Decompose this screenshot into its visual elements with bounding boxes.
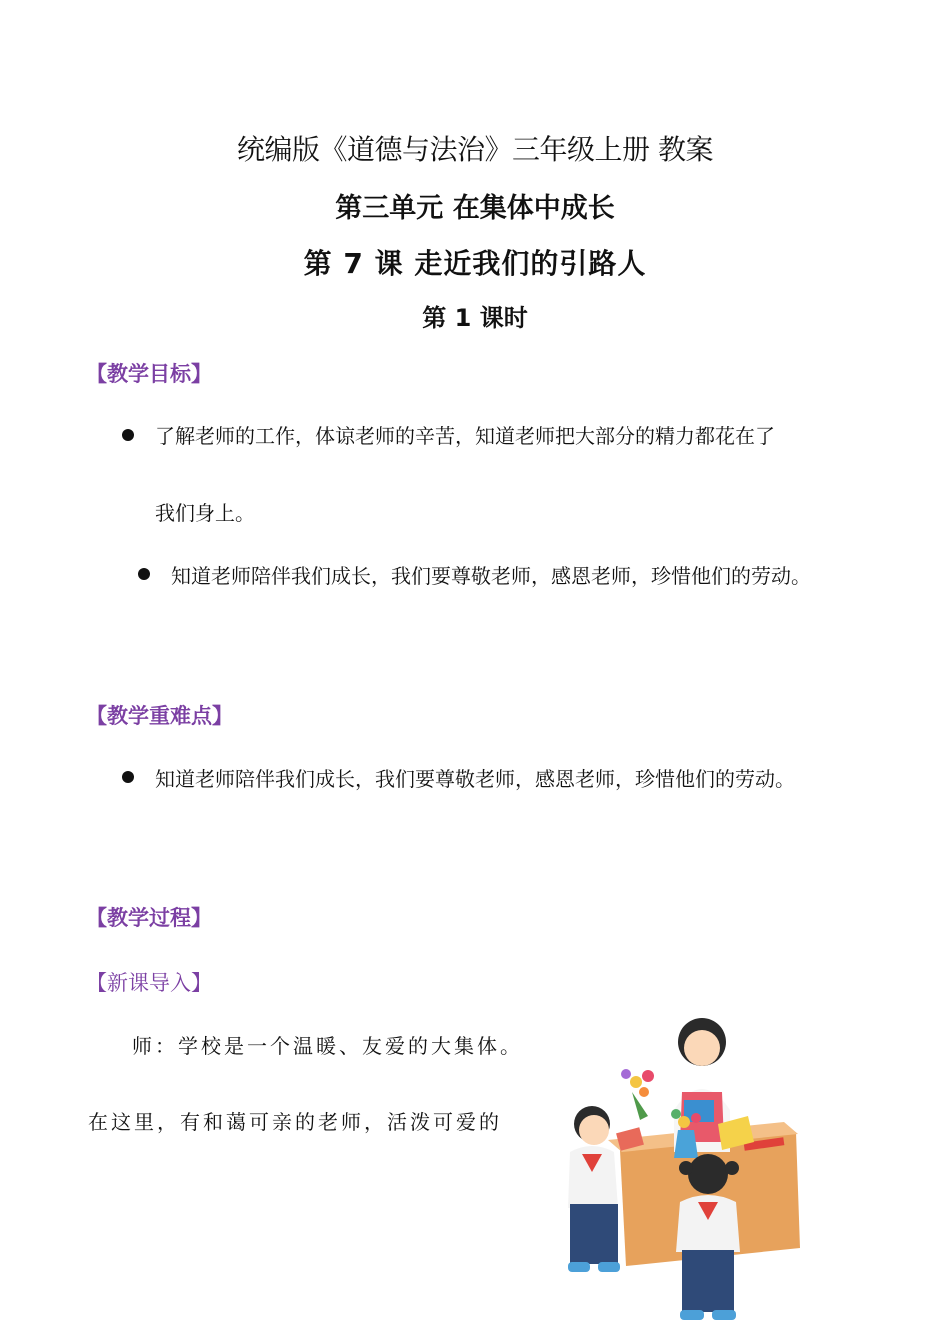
bullet-icon [122,429,134,441]
key-points-heading: 【教学重难点】 [86,704,233,728]
objective-1-line-2: 我们身上。 [155,501,255,525]
intro-heading: 【新课导入】 [86,971,212,995]
intro-line-1: 师：学校是一个温暖、友爱的大集体。 [132,1034,523,1058]
objective-1-line-1: 了解老师的工作，体谅老师的辛苦，知道老师把大部分的精力都花在了 [155,424,775,448]
process-heading: 【教学过程】 [86,906,212,930]
lesson-title: 第 7 课 走近我们的引路人 [303,247,647,280]
intro-line-2: 在这里，有和蔼可亲的老师，活泼可爱的 [88,1110,502,1134]
bullet-icon [138,568,150,580]
teacher-students-flowers-illustration [548,1012,808,1332]
main-title: 统编版《道德与法治》三年级上册 教案 [237,133,713,166]
period-title: 第 1 课时 [422,304,528,332]
unit-title: 第三单元 在集体中成长 [335,193,615,224]
key-point-1: 知道老师陪伴我们成长，我们要尊敬老师，感恩老师，珍惜他们的劳动。 [155,767,795,791]
bullet-icon [122,771,134,783]
objectives-heading: 【教学目标】 [86,362,212,386]
objective-2: 知道老师陪伴我们成长，我们要尊敬老师，感恩老师，珍惜他们的劳动。 [171,564,811,588]
